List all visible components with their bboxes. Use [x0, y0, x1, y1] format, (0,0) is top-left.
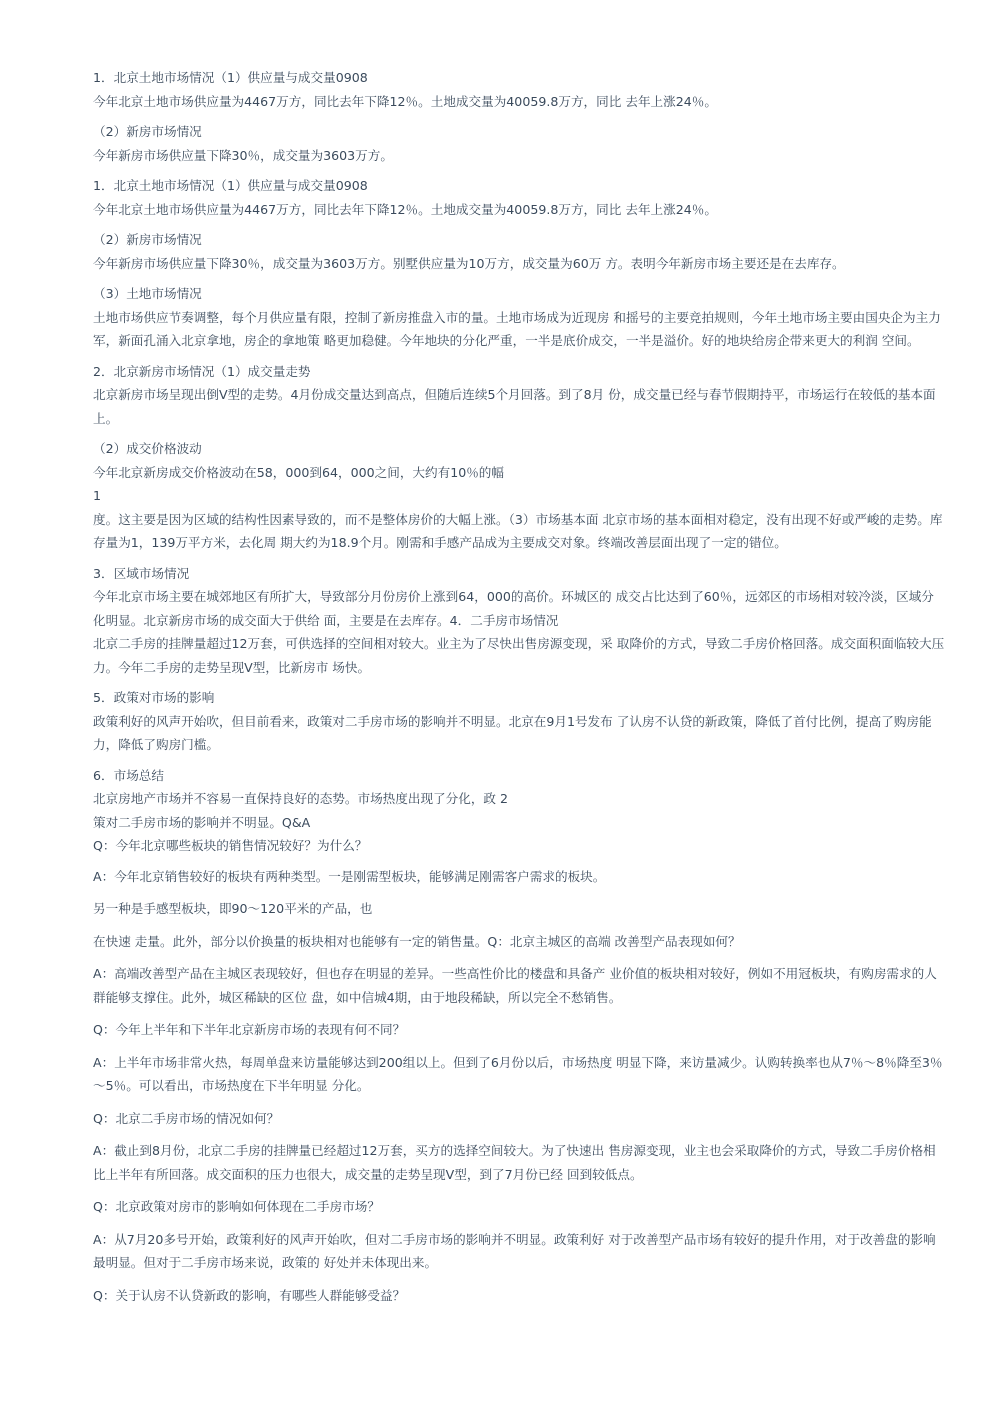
paragraph-line: 今年新房市场供应量下降30％，成交量为3603万方。 — [93, 147, 393, 163]
qa-paragraph — [93, 1051, 945, 1098]
qa-paragraph — [93, 1195, 945, 1219]
qa-paragraph — [93, 865, 945, 889]
paragraph-line: A：从7月20多号开始，政策利好的风声开始吹，但对二手房市场的影响并不明显。政策利好 对于改善型产品市场有较好的提升作用，对于改善盘的影响最明显。但对于二手房市场来说，政策的 好处并未体现出来。 — [93, 1231, 936, 1270]
section-block — [93, 562, 945, 680]
section-heading: 3．区域市场情况 — [93, 565, 190, 581]
section-heading: （2）新房市场情况 — [93, 232, 202, 247]
section-block — [93, 120, 945, 167]
paragraph-line: 今年北京市场主要在城郊地区有所扩大，导致部分月份房价上涨到64，000的高价。环城区的 成交占比达到了60％，远郊区的市场相对较冷淡，区域分化明显。北京新房市场的成交面大于供给 面，主要是在去库存。4．二手房市场情况 — [93, 589, 934, 628]
paragraph-line: Q：今年北京哪些板块的销售情况较好？为什么？ — [93, 838, 368, 853]
section-heading: （3）土地市场情况 — [93, 286, 202, 301]
paragraph-line: 政策利好的风声开始吹，但目前看来，政策对二手房市场的影响并不明显。北京在9月1号发布 了认房不认贷的新政策，降低了首付比例，提高了购房能力，降低了购房门槛。 — [93, 713, 932, 752]
section-block — [93, 66, 945, 113]
qa-paragraph — [93, 962, 945, 1009]
paragraph-line: 另一种是手感型板块，即90～120平米的产品，也 — [93, 901, 373, 916]
paragraph-line: 1 — [93, 488, 102, 503]
qa-paragraph — [93, 1139, 945, 1186]
section-heading: （2）新房市场情况 — [93, 124, 202, 139]
section-block — [93, 686, 945, 757]
paragraph-line: 今年北京新房成交价格波动在58，000到64，000之间，大约有10％的幅 — [93, 464, 504, 480]
qa-paragraph — [93, 1107, 945, 1131]
qa-paragraph — [93, 1284, 945, 1308]
paragraph-line: 今年北京土地市场供应量为4467万方，同比去年下降12％。土地成交量为40059.8万方，同比 去年上涨24％。 — [93, 201, 717, 217]
paragraph-line: Q：今年上半年和下半年北京新房市场的表现有何不同？ — [93, 1022, 406, 1037]
qa-paragraph — [93, 897, 945, 921]
section-block — [93, 437, 945, 555]
paragraph-line: 今年北京土地市场供应量为4467万方，同比去年下降12％。土地成交量为40059.8万方，同比 去年上涨24％。 — [93, 93, 717, 109]
section-heading: 6．市场总结 — [93, 767, 164, 783]
section-heading: 2．北京新房市场情况（1）成交量走势 — [93, 363, 311, 379]
section-heading: 1．北京土地市场情况（1）供应量与成交量0908 — [93, 178, 368, 193]
paragraph-line: 度。这主要是因为区域的结构性因素导致的，而不是整体房价的大幅上涨。（3）市场基本面 北京市场的基本面相对稳定，没有出现不好或严峻的走势。库存量为1，139万平方米，去化周 期大约为18.9个月。刚需和手感产品成为主要成交对象。终端改善层面出现了一定的错位。 — [93, 511, 943, 550]
qa-paragraph — [93, 1228, 945, 1275]
paragraph-line: A：高端改善型产品在主城区表现较好，但也存在明显的差异。一些高性价比的楼盘和具备产 业价值的板块相对较好，例如不用冠板块，有购房需求的人群能够支撑住。此外，城区稀缺的区位 盘，如中信城4期，由于地段稀缺，所以完全不愁销售。 — [93, 966, 937, 1005]
qa-paragraph — [93, 930, 945, 954]
paragraph-line: 土地市场供应节奏调整，每个月供应量有限，控制了新房推盘入市的量。土地市场成为近现房 和摇号的主要竞拍规则，今年土地市场主要由国央企为主力军，新面孔涌入北京拿地，房企的拿地策 略更加稳健。今年地块的分化严重，一半是底价成交，一半是溢价。好的地块给房企带来更大的利润 空间。 — [93, 309, 941, 348]
paragraph-line: 北京房地产市场并不容易一直保持良好的态势。市场热度出现了分化，政 2 — [93, 791, 509, 806]
paragraph-line: A：上半年市场非常火热，每周单盘来访量能够达到200组以上。但到了6月份以后，市场热度 明显下降，来访量减少。认购转换率也从7％～8％降至3％～5％。可以看出，市场热度在下半年明显 分化。 — [93, 1054, 943, 1093]
paragraph-line: 策对二手房市场的影响并不明显。Q&A — [93, 814, 311, 830]
section-heading: （2）成交价格波动 — [93, 441, 202, 456]
section-block — [93, 228, 945, 275]
paragraph-line: A：今年北京销售较好的板块有两种类型。一是刚需型板块，能够满足刚需客户需求的板块。 — [93, 868, 606, 884]
paragraph-line: Q：关于认房不认贷新政的影响，有哪些人群能够受益？ — [93, 1287, 406, 1303]
section-block — [93, 282, 945, 353]
section-block — [93, 360, 945, 431]
paragraph-line: 在快速 走量。此外，部分以价换量的板块相对也能够有一定的销售量。Q：北京主城区的高端 改善型产品表现如何？ — [93, 933, 741, 949]
section-block — [93, 764, 945, 858]
section-heading: 1．北京土地市场情况（1）供应量与成交量0908 — [93, 70, 368, 85]
paragraph-line: 今年新房市场供应量下降30％，成交量为3603万方。别墅供应量为10万方，成交量为60万 方。表明今年新房市场主要还是在去库存。 — [93, 255, 845, 271]
section-block — [93, 174, 945, 221]
section-heading: 5．政策对市场的影响 — [93, 690, 215, 705]
qa-paragraph — [93, 1018, 945, 1042]
document-page — [93, 66, 945, 1316]
paragraph-line: Q：北京政策对房市的影响如何体现在二手房市场？ — [93, 1199, 380, 1214]
paragraph-line: Q：北京二手房市场的情况如何？ — [93, 1110, 280, 1126]
paragraph-line: 北京二手房的挂牌量超过12万套，可供选择的空间相对较大。业主为了尽快出售房源变现，采 取降价的方式，导致二手房价格回落。成交面积面临较大压力。今年二手房的走势呈现V型，比新房市 场快。 — [93, 636, 945, 675]
paragraph-line: 北京新房市场呈现出倒V型的走势。4月份成交量达到高点，但随后连续5个月回落。到了8月 份，成交量已经与春节假期持平，市场运行在较低的基本面上。 — [93, 387, 936, 426]
paragraph-line: A：截止到8月份，北京二手房的挂牌量已经超过12万套，买方的选择空间较大。为了快速出 售房源变现，业主也会采取降价的方式，导致二手房价格相比上半年有所回落。成交面积的压力也很大，成交量的走势呈现V型，到了7月份已经 回到较低点。 — [93, 1143, 936, 1182]
